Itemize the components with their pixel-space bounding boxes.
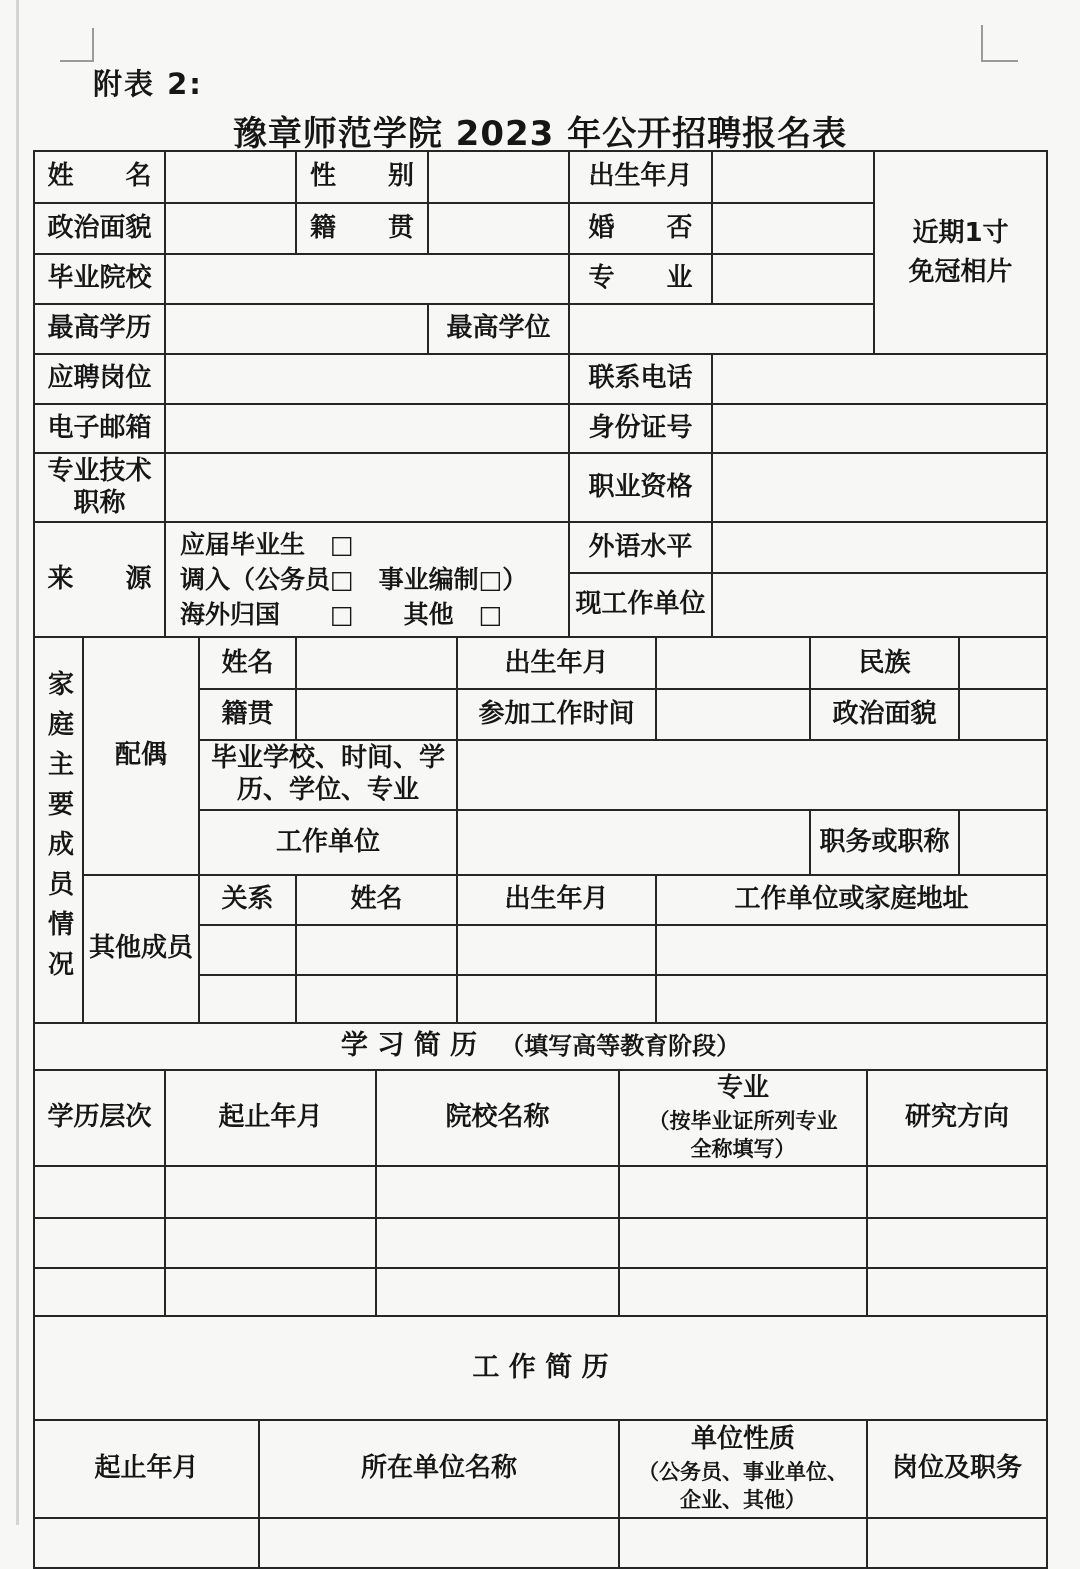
spouse-native-place-label: 籍贯: [199, 689, 296, 740]
work-nature-cell: [619, 1518, 867, 1568]
relation-name-header: 姓名: [296, 875, 457, 925]
highest-degree-label: 最高学位: [428, 304, 569, 354]
education-row: [34, 1218, 1047, 1268]
education-columns-header-row: [34, 1070, 1047, 1166]
relation-name-value-cell: [296, 975, 457, 1023]
education-school-cell: [376, 1268, 619, 1316]
spouse-work-start-value-cell: [656, 689, 810, 740]
work-nature-header: [619, 1420, 867, 1518]
spouse-work-start-label: 参加工作时间: [457, 689, 656, 740]
major-label: 专 业: [569, 254, 712, 304]
political-status-label: 政治面貌: [34, 203, 165, 254]
basic-info-table: [33, 150, 1048, 638]
work-employer-cell: [259, 1518, 619, 1568]
relation-value-cell: [199, 925, 296, 975]
work-nature-header-note: （公务员、事业单位、企业、其他）: [638, 1459, 848, 1513]
spouse-education-value-cell: [457, 740, 1047, 809]
work-history-header-row: [34, 1316, 1047, 1420]
relation-address-header: 工作单位或家庭地址: [656, 875, 1047, 925]
spouse-native-place-value-cell: [296, 689, 457, 740]
education-research-header: 研究方向: [867, 1070, 1047, 1166]
work-row: [34, 1518, 1047, 1568]
foreign-language-value-cell: [712, 522, 1047, 573]
apply-position-value-cell: [165, 354, 569, 404]
spouse-name-label: 姓名: [199, 637, 296, 689]
marital-value-cell: [712, 203, 874, 254]
education-level-header: 学历层次: [34, 1070, 165, 1166]
highest-degree-value-cell: [569, 304, 874, 354]
relation-birth-header: 出生年月: [457, 875, 656, 925]
spouse-ethnicity-value-cell: [959, 637, 1047, 689]
spouse-name-value-cell: [296, 637, 457, 689]
foreign-language-label: 外语水平: [569, 522, 712, 573]
relation-address-value-cell: [656, 925, 1047, 975]
spouse-position-label: 职务或职称: [810, 810, 959, 875]
education-major-cell: [619, 1218, 867, 1268]
work-employer-header: 所在单位名称: [259, 1420, 619, 1518]
work-columns-header-row: [34, 1420, 1047, 1518]
family-members-table: [33, 636, 1048, 1023]
education-major-header: [619, 1070, 867, 1166]
education-history-table: [33, 1022, 1048, 1317]
source-label: 来 源: [34, 522, 165, 637]
professional-title-value-cell: [165, 453, 569, 522]
row-name-gender-birth: [34, 151, 1047, 203]
highest-education-value-cell: [165, 304, 428, 354]
row-position-phone: [34, 354, 1047, 404]
education-research-cell: [867, 1166, 1047, 1218]
page-margin-mark-right: [981, 25, 1018, 62]
native-place-value-cell: [428, 203, 569, 254]
name-label: 姓 名: [34, 151, 165, 203]
email-value-cell: [165, 404, 569, 453]
source-option-overseas-other: 海外归国 □ 其他 □: [180, 600, 503, 630]
marital-label: 婚 否: [569, 203, 712, 254]
relation-birth-value-cell: [457, 925, 656, 975]
education-period-cell: [165, 1218, 376, 1268]
id-number-label: 身份证号: [569, 404, 712, 453]
gender-label: 性 别: [296, 151, 428, 203]
row-other-members-header: [34, 875, 1047, 925]
work-nature-header-label: 单位性质: [690, 1424, 795, 1455]
spouse-political-value-cell: [959, 689, 1047, 740]
source-option-fresh-graduate: 应届毕业生 □: [180, 530, 354, 560]
education-level-cell: [34, 1166, 165, 1218]
education-major-cell: [619, 1166, 867, 1218]
work-history-title: 工 作 简 历: [472, 1351, 609, 1383]
relation-name-value-cell: [296, 925, 457, 975]
source-options-cell: [165, 522, 569, 637]
row-source-language: [34, 522, 1047, 573]
qualification-value-cell: [712, 453, 1047, 522]
political-status-value-cell: [165, 203, 296, 254]
education-period-cell: [165, 1166, 376, 1218]
spouse-education-label: 毕业学校、时间、学历、学位、专业: [199, 740, 457, 809]
photo-box: [874, 151, 1047, 354]
spouse-ethnicity-label: 民族: [810, 637, 959, 689]
education-period-cell: [165, 1268, 376, 1316]
qualification-label: 职业资格: [569, 453, 712, 522]
birth-label: 出生年月: [569, 151, 712, 203]
phone-value-cell: [712, 354, 1047, 404]
work-history-table: [33, 1315, 1048, 1569]
work-period-header: 起止年月: [34, 1420, 259, 1518]
graduate-school-value-cell: [165, 254, 569, 304]
work-position-cell: [867, 1518, 1047, 1568]
education-row: [34, 1268, 1047, 1316]
family-section-label: 家庭主要成员情况: [43, 670, 74, 991]
spouse-position-value-cell: [959, 810, 1047, 875]
id-number-value-cell: [712, 404, 1047, 453]
education-major-cell: [619, 1268, 867, 1316]
spouse-birth-label: 出生年月: [457, 637, 656, 689]
other-members-label: 其他成员: [83, 875, 199, 1023]
row-title-qualification: [34, 453, 1047, 522]
education-history-header: [34, 1023, 1047, 1070]
education-school-cell: [376, 1218, 619, 1268]
application-form: [33, 150, 1046, 1569]
apply-position-label: 应聘岗位: [34, 354, 165, 404]
education-row: [34, 1166, 1047, 1218]
row-spouse-name: [34, 637, 1047, 689]
row-email-id: [34, 404, 1047, 453]
relation-address-value-cell: [656, 975, 1047, 1023]
photo-box-line1: 近期1寸: [912, 217, 1009, 248]
birth-value-cell: [712, 151, 874, 203]
form-title: 豫章师范学院 2023 年公开招聘报名表: [232, 114, 848, 154]
spouse-employer-label: 工作单位: [199, 810, 457, 875]
relation-birth-value-cell: [457, 975, 656, 1023]
education-school-header: 院校名称: [376, 1070, 619, 1166]
education-history-header-row: [34, 1023, 1047, 1070]
photo-box-line2: 免冠相片: [908, 256, 1013, 287]
native-place-label: 籍 贯: [296, 203, 428, 254]
family-section-label-cell: [34, 637, 83, 1022]
gender-value-cell: [428, 151, 569, 203]
education-period-header: 起止年月: [165, 1070, 376, 1166]
current-employer-value-cell: [712, 573, 1047, 637]
education-level-cell: [34, 1218, 165, 1268]
spouse-birth-value-cell: [656, 637, 810, 689]
education-major-header-note: （按毕业证所列专业全称填写）: [648, 1108, 838, 1161]
education-school-cell: [376, 1166, 619, 1218]
scan-edge-artifact: [16, 0, 19, 1525]
work-position-header: 岗位及职务: [867, 1420, 1047, 1518]
spouse-label: 配偶: [83, 637, 199, 874]
page-margin-mark-left: [60, 28, 94, 62]
education-level-cell: [34, 1268, 165, 1316]
education-history-title: 学 习 简 历: [340, 1029, 478, 1061]
current-employer-label: 现工作单位: [569, 573, 712, 637]
education-research-cell: [867, 1218, 1047, 1268]
relation-value-cell: [199, 975, 296, 1023]
relation-header: 关系: [199, 875, 296, 925]
email-label: 电子邮箱: [34, 404, 165, 453]
education-major-header-label: 专业: [716, 1072, 769, 1103]
source-option-transfer: 调入（公务员□ 事业编制□）: [180, 565, 528, 595]
work-period-cell: [34, 1518, 259, 1568]
major-value-cell: [712, 254, 874, 304]
education-history-subtitle: （填写高等教育阶段）: [500, 1031, 741, 1060]
graduate-school-label: 毕业院校: [34, 254, 165, 304]
spouse-political-label: 政治面貌: [810, 689, 959, 740]
professional-title-label: 专业技术职称: [34, 453, 165, 522]
highest-education-label: 最高学历: [34, 304, 165, 354]
work-history-header: [34, 1316, 1047, 1420]
name-value-cell: [165, 151, 296, 203]
phone-label: 联系电话: [569, 354, 712, 404]
education-research-cell: [867, 1268, 1047, 1316]
spouse-employer-value-cell: [457, 810, 810, 875]
attachment-label: 附表 2:: [93, 67, 203, 101]
